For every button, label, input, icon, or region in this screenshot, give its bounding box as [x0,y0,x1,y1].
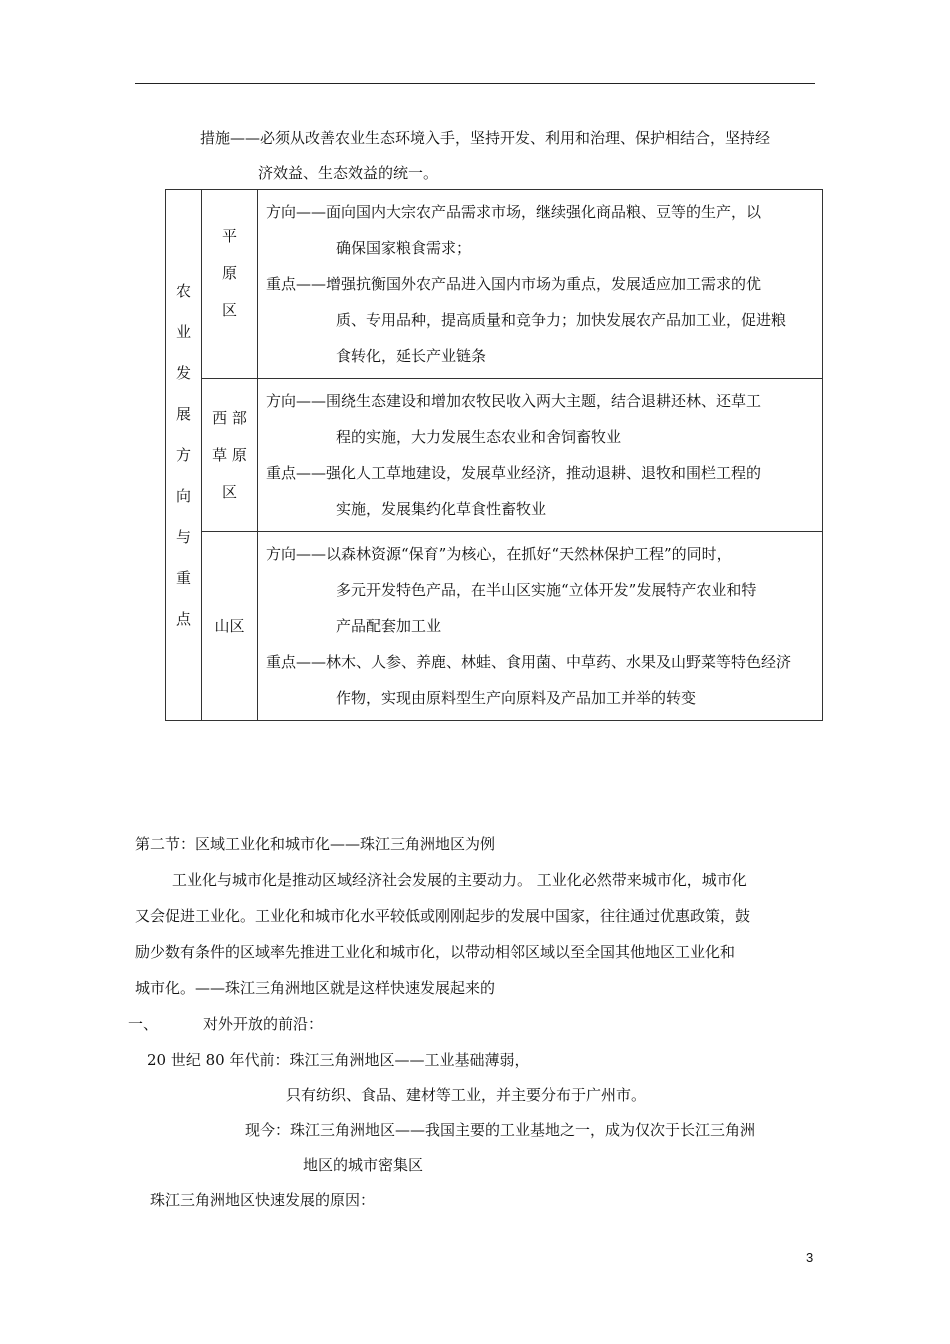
content-line: 产品配套加工业 [336,617,442,635]
region-plain [202,190,258,379]
left-header-char: 点 [175,609,191,628]
agri-direction-table [165,189,823,721]
plain-content [258,190,823,379]
header-rule [135,83,815,84]
paragraph-line: 工业化与城市化是推动区域经济社会发展的主要动力。 工业化必然带来城市化，城市化 [172,871,747,889]
paragraph-line: 又会促进工业化。工业化和城市化水平较低或刚刚起步的发展中国家，往往通过优惠政策，鼓 [135,907,751,925]
left-header-char: 方 [175,445,191,464]
content-line: 重点——强化人工草地建设，发展草业经济，推动退耕、退牧和围栏工程的 [266,464,762,482]
region-label: 草 原 [212,445,247,464]
left-header-char: 向 [175,486,191,505]
region-label: 西 部 [212,408,247,427]
content-line: 方向——面向国内大宗农产品需求市场，继续强化商品粮、豆等的生产，以 [266,203,762,221]
region-label: 原 [221,264,237,282]
before-80s-line: 20 世纪 80 年代前：珠江三角洲地区——工业基础薄弱， [147,1051,530,1069]
paragraph-line: 城市化。——珠江三角洲地区就是这样快速发展起来的 [135,979,496,997]
content-line: 作物，实现由原料型生产向原料及产品加工并举的转变 [336,689,697,707]
content-line: 质、专用品种，提高质量和竞争力；加快发展农产品加工业，促进粮 [336,311,787,329]
left-header-char: 业 [175,322,191,341]
content-line: 方向——以森林资源“保育”为核心，在抓好“天然林保护工程”的同时， [266,545,732,563]
mountain-content [258,532,823,721]
content-line: 多元开发特色产品，在半山区实施“立体开发”发展特产农业和特 [336,581,757,599]
region-mountain [202,532,258,721]
paragraph-line: 励少数有条件的区域率先推进工业化和城市化，以带动相邻区域以至全国其他地区工业化和 [135,943,736,961]
before-80s-continued: 只有纺织、食品、建材等工业，并主要分布于广州市。 [286,1086,647,1104]
west-grassland-content [258,379,823,532]
reasons-line: 珠江三角洲地区快速发展的原因： [150,1191,376,1209]
content-line: 重点——增强抗衡国外农产品进入国内市场为重点，发展适应加工需求的优 [266,275,762,293]
measures-line-2: 济效益、生态效益的统一。 [258,164,439,182]
region-label: 山区 [214,617,245,635]
left-header-char: 发 [175,363,191,382]
left-header-char: 重 [175,568,191,587]
region-west-grassland [202,379,258,532]
left-header-char: 展 [175,404,191,423]
now-line: 现今：珠江三角洲地区——我国主要的工业基地之一，成为仅次于长江三角洲 [245,1121,756,1139]
region-label: 区 [221,301,237,319]
page-number: 3 [806,1250,814,1265]
item-one-number: 一、 [128,1015,159,1033]
table-left-header [166,190,202,721]
content-line: 确保国家粮食需求； [336,239,472,257]
item-one-title: 对外开放的前沿： [203,1015,324,1033]
content-line: 实施，发展集约化草食性畜牧业 [336,500,547,518]
region-label: 区 [221,482,237,501]
content-line: 方向——围绕生态建设和增加农牧民收入两大主题，结合退耕还林、还草工 [266,392,762,410]
measures-line-1: 措施——必须从改善农业生态环境入手，坚持开发、利用和治理、保护相结合，坚持经 [200,129,771,147]
content-line: 重点——林木、人参、养鹿、林蛙、食用菌、中草药、水果及山野菜等特色经济 [266,653,792,671]
content-line: 程的实施，大力发展生态农业和舍饲畜牧业 [336,428,622,446]
content-line: 食转化，延长产业链条 [336,347,487,365]
now-continued: 地区的城市密集区 [303,1156,424,1174]
left-header-char: 农 [175,281,191,300]
section-heading: 第二节：区域工业化和城市化——珠江三角洲地区为例 [135,835,496,853]
region-label: 平 [221,227,237,245]
left-header-char: 与 [175,527,191,546]
